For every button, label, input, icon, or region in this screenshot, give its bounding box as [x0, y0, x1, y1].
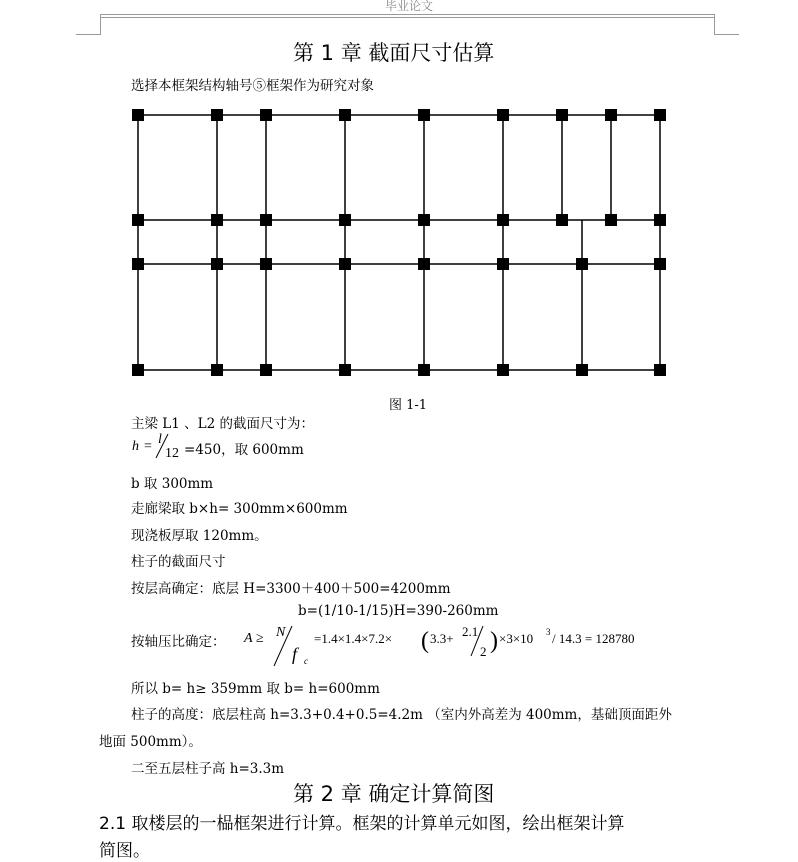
formula-N: N	[276, 625, 286, 640]
column-node	[497, 258, 509, 270]
column-node	[497, 364, 509, 376]
column-node	[418, 364, 430, 376]
formula-eq: =	[144, 439, 152, 454]
column-node	[654, 214, 666, 226]
paren-open: (	[421, 628, 429, 654]
column-node	[260, 214, 272, 226]
column-node	[339, 364, 351, 376]
chapter-1-intro: 选择本框架结构轴号⑤框架作为研究对象	[131, 78, 374, 94]
column-height-line2: 地面 500mm）。	[99, 734, 202, 750]
column-node	[339, 258, 351, 270]
column-node	[556, 214, 568, 226]
formula-c: c	[304, 656, 308, 666]
axial-ratio-label: 按轴压比确定：	[131, 634, 226, 650]
column-node	[211, 214, 223, 226]
column-node	[132, 364, 144, 376]
beam-width: b 取 300mm	[131, 476, 214, 492]
frame-columns	[138, 115, 660, 370]
formula-inner: 3.3+	[430, 631, 454, 646]
column-node	[260, 364, 272, 376]
formula-f: f	[292, 644, 298, 664]
column-node	[654, 364, 666, 376]
frame-plan-diagram	[0, 0, 798, 400]
column-node	[556, 109, 568, 121]
column-node	[497, 214, 509, 226]
column-node	[418, 109, 430, 121]
formula-21: 2.1	[462, 624, 479, 639]
column-b-range: b=(1/10-1/15)H=390-260mm	[298, 603, 499, 619]
column-node	[260, 109, 272, 121]
formula-h: h	[132, 439, 139, 454]
beam-title: 主梁 L1 、L2 的截面尺寸为：	[131, 416, 314, 432]
column-size-result: 所以 b= h≥ 359mm 取 b= h=600mm	[131, 681, 380, 697]
column-node	[211, 109, 223, 121]
column-node	[654, 109, 666, 121]
formula-2: 2	[480, 644, 487, 659]
formula-A: A	[244, 631, 253, 646]
column-node	[418, 214, 430, 226]
formula-exp: 3	[546, 627, 551, 637]
column-node	[654, 258, 666, 270]
column-node	[576, 364, 588, 376]
corridor-beam: 走廊梁取 b×h= 300mm×600mm	[131, 501, 348, 517]
header-text: 毕业论文	[385, 0, 434, 13]
upper-column-height: 二至五层柱子高 h=3.3m	[131, 761, 285, 777]
formula-tail-pre: ×3×10	[499, 631, 534, 646]
column-by-height: 按层高确定：底层 H=3300＋400＋500=4200mm	[131, 581, 451, 597]
column-node	[260, 258, 272, 270]
figure-caption: 图 1-1	[389, 398, 428, 413]
formula-tail: / 14.3 = 128780	[552, 631, 635, 646]
column-node	[497, 109, 509, 121]
slab-thickness: 现浇板厚取 120mm。	[131, 528, 268, 544]
paren-close: )	[490, 628, 498, 654]
column-node	[576, 258, 588, 270]
chapter-1-title: 第 1 章 截面尺寸估算	[293, 41, 495, 65]
beam-result: =450，取 600mm	[184, 442, 304, 458]
section-2-1: 2.1 取楼层的一榀框架进行计算。框架的计算单元如图，绘出框架计算	[99, 814, 625, 834]
column-height-line1: 柱子的高度：底层柱高 h=3.3+0.4+0.5=4.2m （室内外高差为 400mm，基础顶面距外	[131, 707, 672, 723]
column-node	[605, 109, 617, 121]
formula-geq: ≥	[256, 631, 264, 646]
column-node	[211, 258, 223, 270]
column-node	[132, 258, 144, 270]
section-2-1-cont: 简图。	[99, 841, 150, 861]
column-node	[211, 364, 223, 376]
column-node	[605, 214, 617, 226]
column-node	[418, 258, 430, 270]
chapter-2-title: 第 2 章 确定计算简图	[293, 782, 495, 806]
column-node	[132, 109, 144, 121]
formula-mid: =1.4×1.4×7.2×	[314, 631, 393, 646]
column-node	[339, 214, 351, 226]
column-nodes	[132, 109, 666, 376]
column-node	[132, 214, 144, 226]
column-title: 柱子的截面尺寸	[131, 554, 226, 570]
formula-l: l	[158, 432, 162, 447]
column-node	[339, 109, 351, 121]
axial-ratio-formula	[240, 622, 660, 670]
formula-12: 12	[165, 446, 179, 460]
